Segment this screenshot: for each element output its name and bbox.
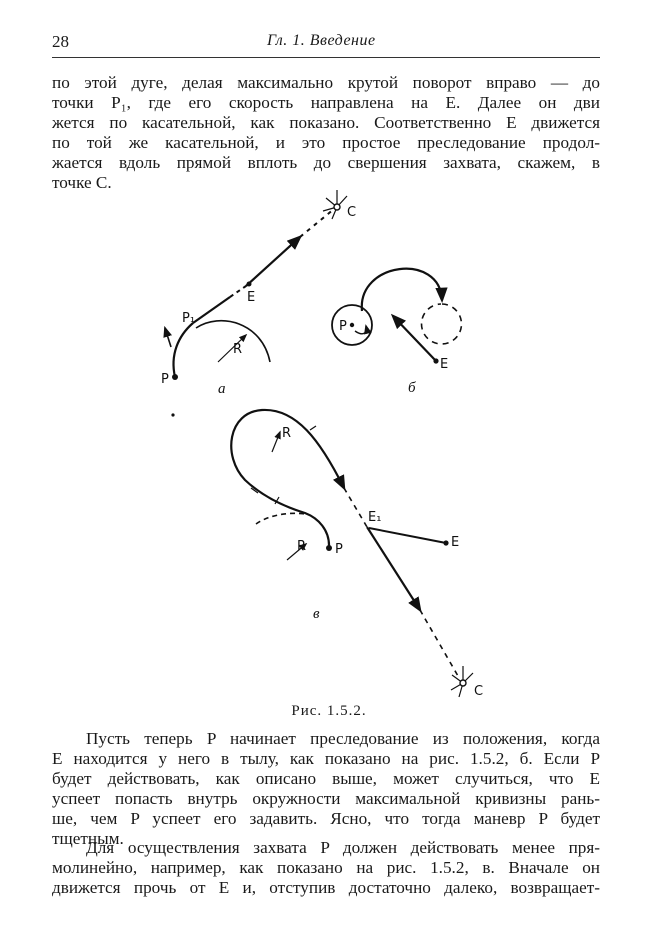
label-c-E1: E₁	[368, 510, 382, 525]
paragraph-2	[52, 729, 600, 849]
text-line: успеет попасть внутрь окружности максимальной кривизны рань-	[52, 789, 600, 808]
label-c-R-bottom: R	[297, 539, 307, 554]
label-c-E: E	[451, 535, 460, 550]
stray-dot	[171, 413, 174, 416]
paragraph-3	[52, 838, 600, 898]
text-line: тщетным.	[52, 829, 124, 848]
text-line: по той же касательной, и это простое преследование продол-	[52, 133, 600, 152]
text-line: точке C.	[52, 173, 112, 192]
text-line: E находится у него в тылу, как показано на рис. 1.5.2, б. Если P	[52, 749, 600, 768]
text-line: жается вдоль прямой вплоть до свершения захвата, скажем, в	[52, 153, 600, 172]
text-line: жется по касательной, как показано. Соответственно E движется	[52, 113, 600, 132]
text-line: по этой дуге, делая максимально крутой поворот вправо — до	[52, 73, 600, 92]
text-line: будет действовать, как описано выше, может случиться, что E	[52, 769, 600, 788]
text-line: Пусть теперь P начинает преследование из положения, когда	[86, 729, 600, 748]
label-a-C: C	[347, 205, 357, 220]
text-line: точки P₁, где его скорость направлена на E. Далее он дви	[52, 93, 600, 112]
sublabel-a: а	[218, 381, 226, 397]
panel-c-drawing	[231, 410, 473, 697]
label-a-P: P	[161, 372, 169, 387]
label-c-C: C	[474, 684, 484, 699]
label-a-R: R	[233, 342, 243, 357]
running-head: Гл. 1. Введение	[267, 32, 376, 49]
sublabel-b: б	[408, 380, 416, 396]
panel-b-drawing	[332, 269, 462, 364]
text-line: ше, чем P успеет его задавить. Ясно, что тогда маневр P будет	[52, 809, 600, 828]
label-a-E: E	[247, 290, 256, 305]
label-c-R-top: R	[282, 426, 292, 441]
label-a-P1: P₁	[182, 311, 196, 326]
label-c-P: P	[335, 542, 343, 557]
label-b-E: E	[440, 357, 449, 372]
text-line: Для осуществления захвата P должен действовать менее пря-	[86, 838, 600, 857]
figure-caption: Рис. 1.5.2.	[291, 703, 367, 719]
page-number: 28	[52, 32, 69, 51]
sublabel-c: в	[313, 606, 320, 622]
panel-a-drawing	[165, 190, 347, 380]
text-line: молинейно, например, как показано на рис. 1.5.2, в. Вначале он	[52, 858, 600, 877]
label-b-P: P	[339, 319, 347, 334]
text-line: движется прочь от E и, отступив достаточно далеко, возвращает-	[52, 878, 600, 897]
